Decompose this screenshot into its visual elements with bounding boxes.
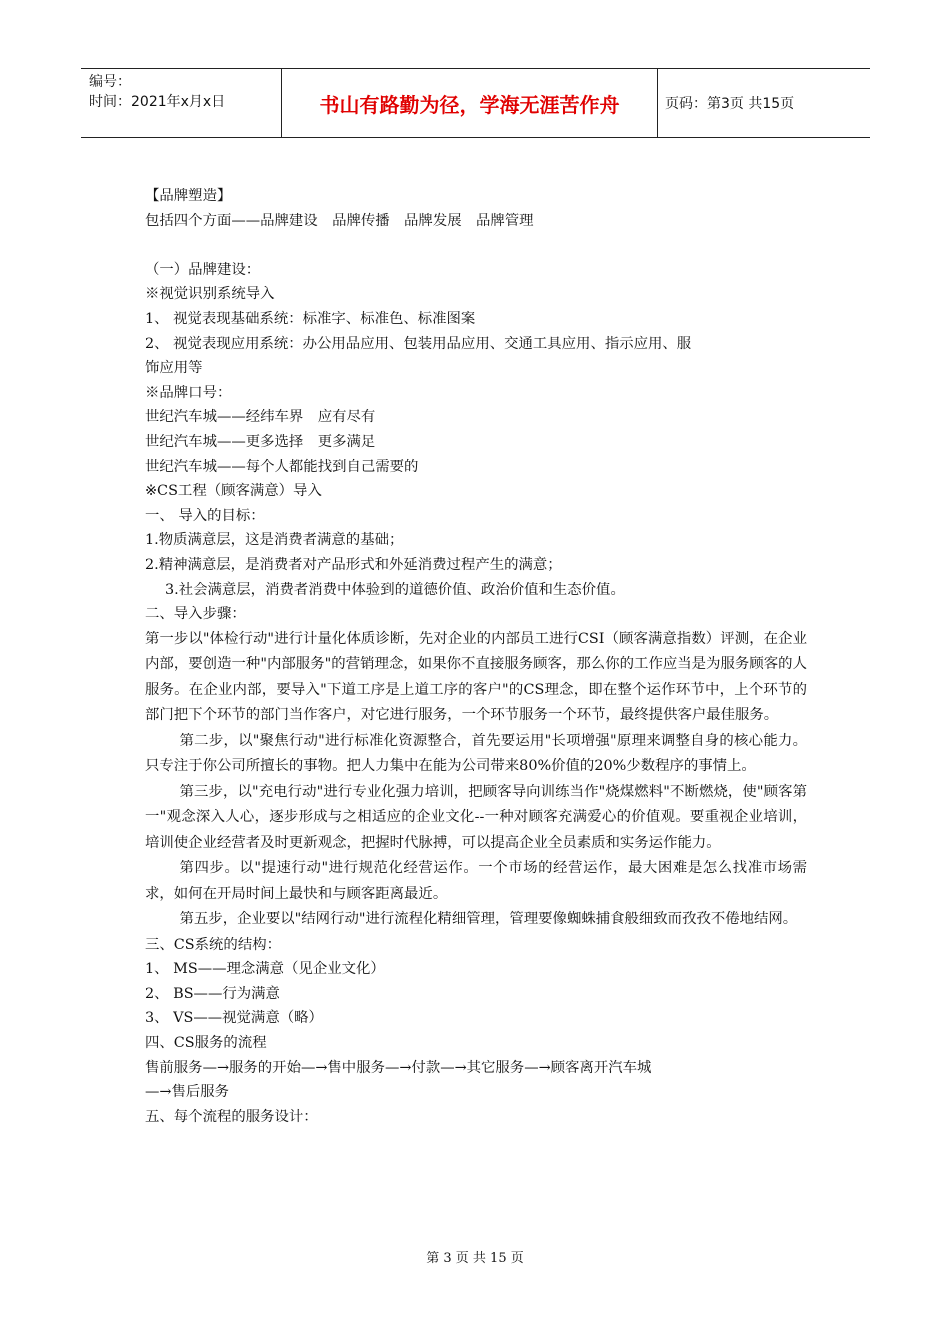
text-line: 世纪汽车城——更多选择 更多满足 <box>145 433 376 450</box>
header-meta <box>81 69 281 137</box>
text-line: ※CS工程（顾客满意）导入 <box>145 483 322 500</box>
header-motto: 书山有路勤为径，学海无涯苦作舟 <box>319 92 620 117</box>
text-line: 二、导入步骤： <box>145 606 246 623</box>
document-body <box>145 184 807 1129</box>
paragraph-step-2: 第二步，以"聚焦行动"进行标准化资源整合，首先要运用"长项增强"原理来调整自身的核心能力。只专注于你公司所擅长的事物。把人力集中在能为公司带来80%价值的20%少数程序的事情上。 <box>145 732 807 775</box>
text-line: 1.物质满意层，这是消费者满意的基础； <box>145 532 404 549</box>
text-line: 2.精神满意层，是消费者对产品形式和外延消费过程产生的满意； <box>145 556 562 573</box>
text-line: 世纪汽车城——经纬车界 应有尽有 <box>145 409 376 426</box>
time-label: 时间：2021年x月x日 <box>89 94 226 110</box>
number-label: 编号： <box>89 74 131 90</box>
blank-line <box>145 233 807 258</box>
text-line: （一）品牌建设： <box>145 261 261 278</box>
text-line: 1、 视觉表现基础系统：标准字、标准色、标准图案 <box>145 310 476 327</box>
header-page-info: 页码：第3页 共15页 <box>665 96 795 112</box>
text-line: 三、CS系统的结构： <box>145 936 281 953</box>
text-line: 3、 VS——视觉满意（略） <box>145 1010 323 1027</box>
paragraph-step-1: 第一步以"体检行动"进行计量化体质诊断，先对企业的内部员工进行CSI（顾客满意指数）评测，在企业内部，要创造一种"内部服务"的营销理念，如果你不直接服务顾客，那么你的工作应当是为服务顾客的人服务。在企业内部，要导入"下道工序是上道工序的客户"的CS理念，即在整个运作环节中，上个环节的部门把下个环节的部门当作客户，对它进行服务，一个环节服务一个环节，最终提供客户最佳服务。 <box>145 630 807 724</box>
text-line: 1、 MS——理念满意（见企业文化） <box>145 961 385 978</box>
text-line: —→售后服务 <box>145 1084 230 1101</box>
page-footer: 第 3 页 共 15 页 <box>426 1251 524 1266</box>
text-line: 饰应用等 <box>145 360 203 377</box>
text-line: 一、 导入的目标： <box>145 507 265 524</box>
text-line: 3.社会满意层，消费者消费中体验到的道德价值、政治价值和生态价值。 <box>165 581 625 598</box>
text-line: 包括四个方面——品牌建设 品牌传播 品牌发展 品牌管理 <box>145 212 534 229</box>
text-line: 世纪汽车城——每个人都能找到自己需要的 <box>145 458 419 475</box>
text-line: 五、每个流程的服务设计： <box>145 1108 318 1125</box>
paragraph-step-4: 第四步。以"提速行动"进行规范化经营运作。一个市场的经营运作，最大困难是怎么找准市场需求，如何在开局时间上最快和与顾客距离最近。 <box>145 860 807 902</box>
text-line: ※品牌口号： <box>145 384 232 401</box>
text-line: 售前服务—→服务的开始—→售中服务—→付款—→其它服务—→顾客离开汽车城 <box>145 1059 652 1076</box>
paragraph-step-5: 第五步，企业要以"结网行动"进行流程化精细管理，管理要像蜘蛛捕食般细致而孜孜不倦地结网。 <box>179 911 798 928</box>
text-line: 2、 BS——行为满意 <box>145 985 280 1002</box>
page-header <box>81 68 870 138</box>
text-line: ※视觉识别系统导入 <box>145 286 275 303</box>
paragraph-step-3: 第三步，以"充电行动"进行专业化强力培训，把顾客导向训练当作"烧煤燃料"不断燃烧，使"顾客第一"观念深入人心，逐步形成与之相适应的企业文化--一种对顾客充满爱心的价值观。要重视企业培训，培训使企业经营者及时更新观念，把握时代脉搏，可以提高企业全员素质和实务运作能力。 <box>145 783 807 851</box>
text-line: 2、 视觉表现应用系统：办公用品应用、包装用品应用、交通工具应用、指示应用、服 <box>145 335 692 352</box>
text-line: 四、CS服务的流程 <box>145 1035 267 1052</box>
header-divider-right <box>657 69 658 137</box>
section-title: 【品牌塑造】 <box>145 188 232 204</box>
